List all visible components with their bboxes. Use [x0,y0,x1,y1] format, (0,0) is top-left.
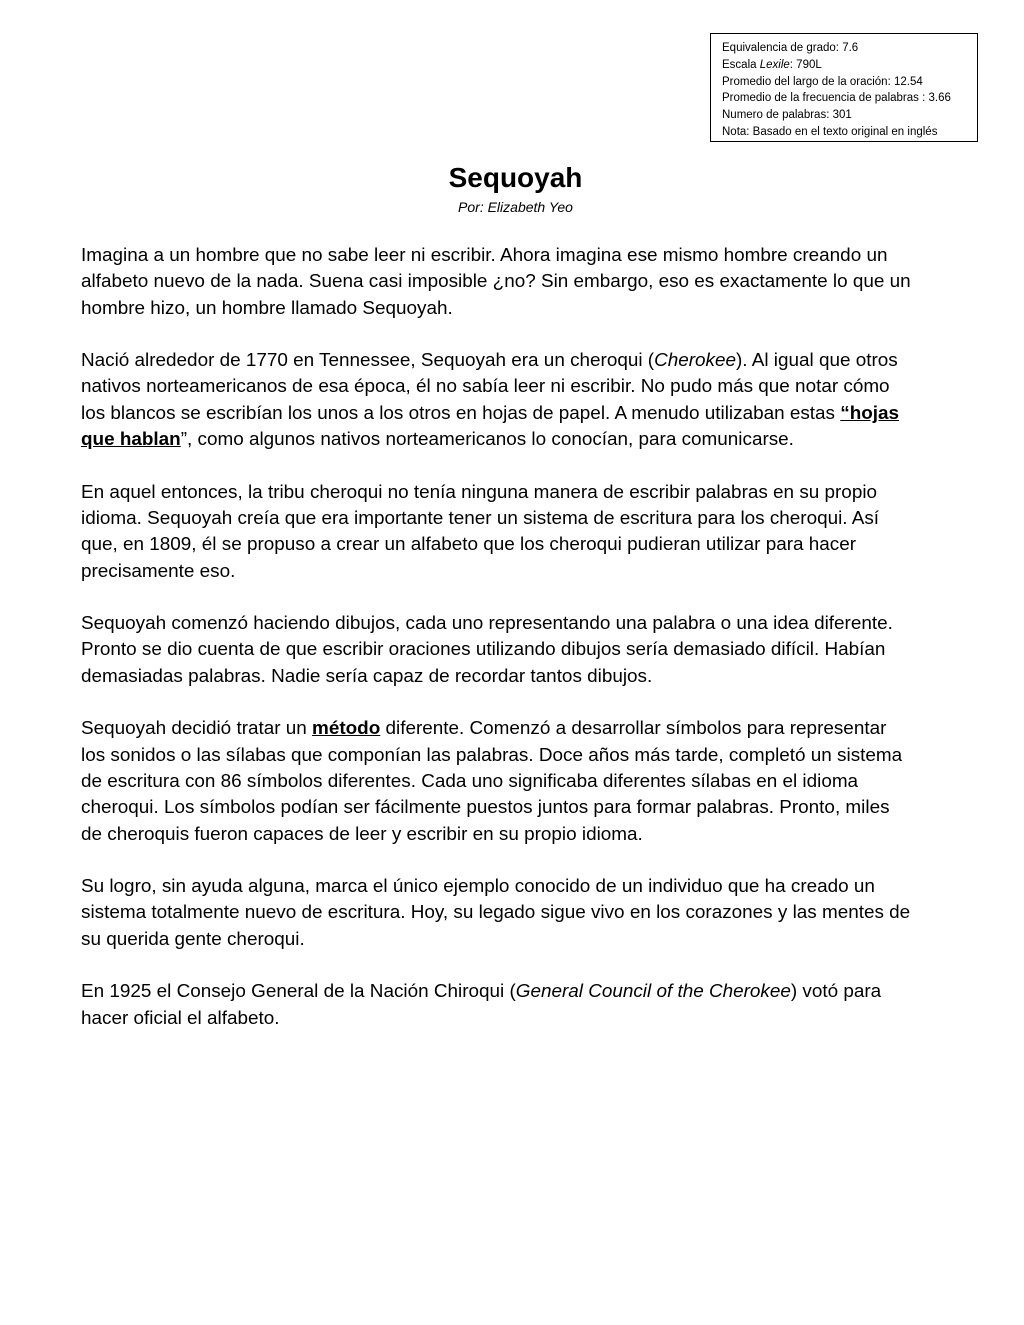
text-line: que, en 1809, él se propuso a crear un alfabeto que los cheroqui pudieran utilizar para hacer [81,534,857,556]
text-line: alfabeto nuevo de la nada. Suena casi imposible ¿no? Sin embargo, eso es exactamente lo que un [81,271,911,293]
lexile-word: Lexile [759,58,790,71]
text-line [81,979,961,1005]
text-segment: ) votó para [790,981,882,1003]
word-count: Numero de palabras: 301 [722,109,852,122]
vocab-term-metodo: método [312,718,381,740]
paragraph-5 [81,716,961,847]
text-line: Pronto se dio cuenta de que escribir oraciones utilizando dibujos sería demasiado difícil. Habían [81,639,886,661]
lexile-prefix: Escala [722,58,760,71]
text-line [81,716,961,742]
paragraph-2 [81,348,961,453]
word-frequency-average: Promedio de la frecuencia de palabras : 3.66 [722,92,951,105]
text-segment: Sequoyah decidió tratar un [81,718,313,740]
text-line: su querida gente cheroqui. [81,928,305,950]
document-title: Sequoyah [448,162,583,193]
council-name-english: General Council of the Cherokee [515,981,791,1003]
text-line: idioma. Sequoyah creía que era importante tener un sistema de escritura para los cheroqui. Así [81,507,880,529]
text-line: hombre hizo, un hombre llamado Sequoyah. [81,297,453,319]
lexile-scale [722,57,977,74]
lexile-value: : 790L [789,58,822,71]
paragraph-7 [81,979,961,1032]
document-byline: Por: Elizabeth Yeo [458,199,573,215]
text-line: precisamente eso. [81,560,236,582]
vocab-term-hojas: “hojas [840,402,900,424]
sentence-length-average: Promedio del largo de la oración: 12.54 [722,75,923,88]
text-segment: En 1925 el Consejo General de la Nación Chiroqui ( [81,981,516,1003]
cherokee-term: Cherokee [654,350,736,372]
paragraph-3 [81,480,961,585]
text-line [81,348,961,374]
text-line: Su logro, sin ayuda alguna, marca el único ejemplo conocido de un individuo que ha creado un [81,876,875,898]
text-line: En aquel entonces, la tribu cheroqui no tenía ninguna manera de escribir palabras en su propio [81,481,878,503]
grade-equivalence: Equivalencia de grado: 7.6 [722,42,859,54]
paragraph-1 [81,243,961,322]
text-line: nativos norteamericanos de esa época, él no sabía leer ni escribir. No pudo más que notar cómo [81,376,890,398]
article-body [81,243,961,1032]
text-line: demasiadas palabras. Nadie sería capaz de recordar tantos dibujos. [81,665,653,687]
text-line [81,401,961,427]
vocab-term-que-hablan: que hablan [81,429,181,451]
text-line: de escritura con 86 símbolos diferentes. Cada uno significaba diferentes sílabas en el idioma [81,770,859,792]
text-line: Sequoyah comenzó haciendo dibujos, cada uno representando una palabra o una idea diferente. [81,613,893,635]
text-line: de cheroquis fueron capaces de leer y escribir en su propio idioma. [81,823,643,845]
paragraph-4 [81,611,961,690]
reading-stats-box [710,33,978,142]
text-line: cheroqui. Los símbolos podían ser fácilmente puestos juntos para formar palabras. Pronto, miles [81,797,890,819]
text-line [81,427,961,453]
text-line: los sonidos o las sílabas que componían las palabras. Doce años más tarde, completó un sistema [81,744,903,766]
source-note: Nota: Basado en el texto original en inglés [722,125,938,138]
text-line: hacer oficial el alfabeto. [81,1007,280,1029]
paragraph-6 [81,874,961,953]
text-line: Imagina a un hombre que no sabe leer ni escribir. Ahora imagina ese mismo hombre creando un [81,245,888,266]
text-segment: diferente. Comenzó a desarrollar símbolos para representar [380,718,887,740]
text-segment: ”, como algunos nativos norteamericanos lo conocían, para comunicarse. [180,429,794,451]
text-segment: ). Al igual que otros [736,350,898,372]
text-line: sistema totalmente nuevo de escritura. Hoy, su legado sigue vivo en los corazones y las mentes de [81,902,911,924]
text-segment: los blancos se escribían los unos a los otros en hojas de papel. A menudo utilizaban estas [81,402,841,424]
text-segment: Nació alrededor de 1770 en Tennessee, Sequoyah era un cheroqui ( [81,350,655,372]
